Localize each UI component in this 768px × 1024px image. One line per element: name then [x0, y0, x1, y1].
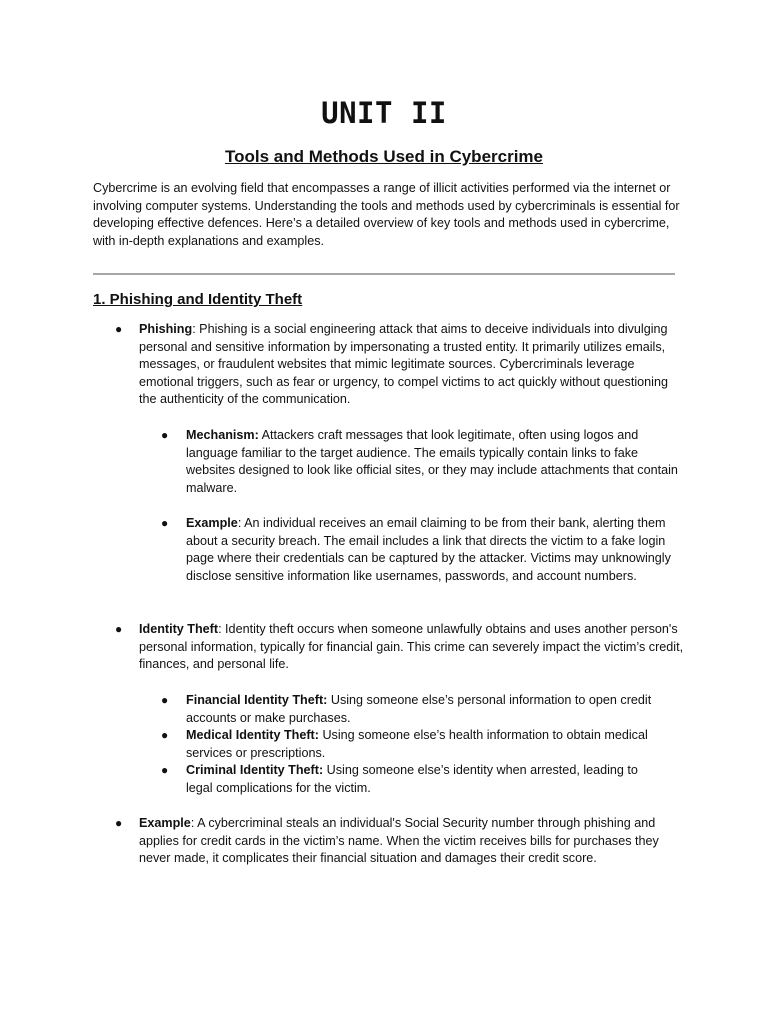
- medical-term: Medical Identity Theft:: [186, 728, 319, 742]
- criminal-term: Criminal Identity Theft:: [186, 763, 324, 777]
- unit-title: UNIT II: [321, 96, 447, 130]
- phishing-example-item: [186, 515, 682, 585]
- bullet-icon: ●: [161, 763, 169, 777]
- bullet-icon: ●: [161, 728, 169, 742]
- mechanism-text: Attackers craft messages that look legitimate, often using logos and language familiar to the target audience. The emails typically contain links to fake websites designed to look like official sites, or they may include attachments that contain malware.: [186, 428, 678, 495]
- identity-theft-term: Identity Theft: [139, 622, 219, 636]
- document-subtitle: Tools and Methods Used in Cybercrime: [224, 147, 544, 166]
- identity-theft-text: : Identity theft occurs when someone unlawfully obtains and uses another person's personal information, typically for financial gain. This crime can severely impact the victim’s credit, finances, and personal life.: [139, 622, 684, 672]
- criminal-identity-theft-item: [186, 762, 666, 797]
- phishing-item: [139, 321, 684, 409]
- horizontal-divider: [93, 273, 675, 275]
- financial-term: Financial Identity Theft:: [186, 693, 328, 707]
- financial-text: Using someone else’s personal information to open credit accounts or make purchases.: [186, 693, 652, 725]
- bullet-icon: ●: [161, 516, 169, 530]
- bullet-icon: ●: [115, 622, 123, 636]
- phishing-example-term: Example: [186, 516, 238, 530]
- bullet-icon: ●: [115, 816, 123, 830]
- medical-identity-theft-item: [186, 727, 676, 762]
- mechanism-item: [186, 427, 678, 497]
- intro-paragraph: Cybercrime is an evolving field that encompasses a range of illicit activities performed via the internet or involving computer systems. Understanding the tools and methods used by cybercriminals is essential for developing effective defences. Here’s a detailed overview of key tools and methods used in cybercrime, with in-depth explanations and examples.: [93, 181, 680, 248]
- criminal-text: Using someone else’s identity when arrested, leading to legal complications for the victim.: [186, 763, 638, 795]
- medical-text: Using someone else’s health information to obtain medical services or prescriptions.: [186, 728, 648, 760]
- financial-identity-theft-item: [186, 692, 666, 727]
- phishing-text: : Phishing is a social engineering attack that aims to deceive individuals into divulging personal and sensitive information by impersonating a trusted entity. It primarily utilizes emails, messages, or fraudulent websites that mimic legitimate sources. Cybercriminals leverage emotional triggers, such as fear or urgency, to compel victims to act quickly without questioning the authenticity of the communication.: [139, 322, 668, 407]
- mechanism-term: Mechanism:: [186, 428, 259, 442]
- phishing-example-text: : An individual receives an email claiming to be from their bank, alerting them about a security breach. The email includes a link that directs the victim to a fake login page where their credentials can be captured by the attacker. Victims may unknowingly disclose sensitive information like usernames, passwords, and account numbers.: [186, 516, 671, 583]
- bullet-icon: ●: [161, 693, 169, 707]
- identity-example-term: Example: [139, 816, 191, 830]
- section-heading: 1. Phishing and Identity Theft: [93, 291, 303, 308]
- phishing-term: Phishing: [139, 322, 193, 336]
- identity-example-item: [139, 815, 684, 868]
- bullet-icon: ●: [115, 322, 123, 336]
- bullet-icon: ●: [161, 428, 169, 442]
- identity-example-text: : A cybercriminal steals an individual's Social Security number through phishing and applies for credit cards in the victim’s name. When the victim receives bills for purchases they never made, it complicates their financial situation and damages their credit score.: [139, 816, 659, 866]
- identity-theft-item: [139, 621, 684, 674]
